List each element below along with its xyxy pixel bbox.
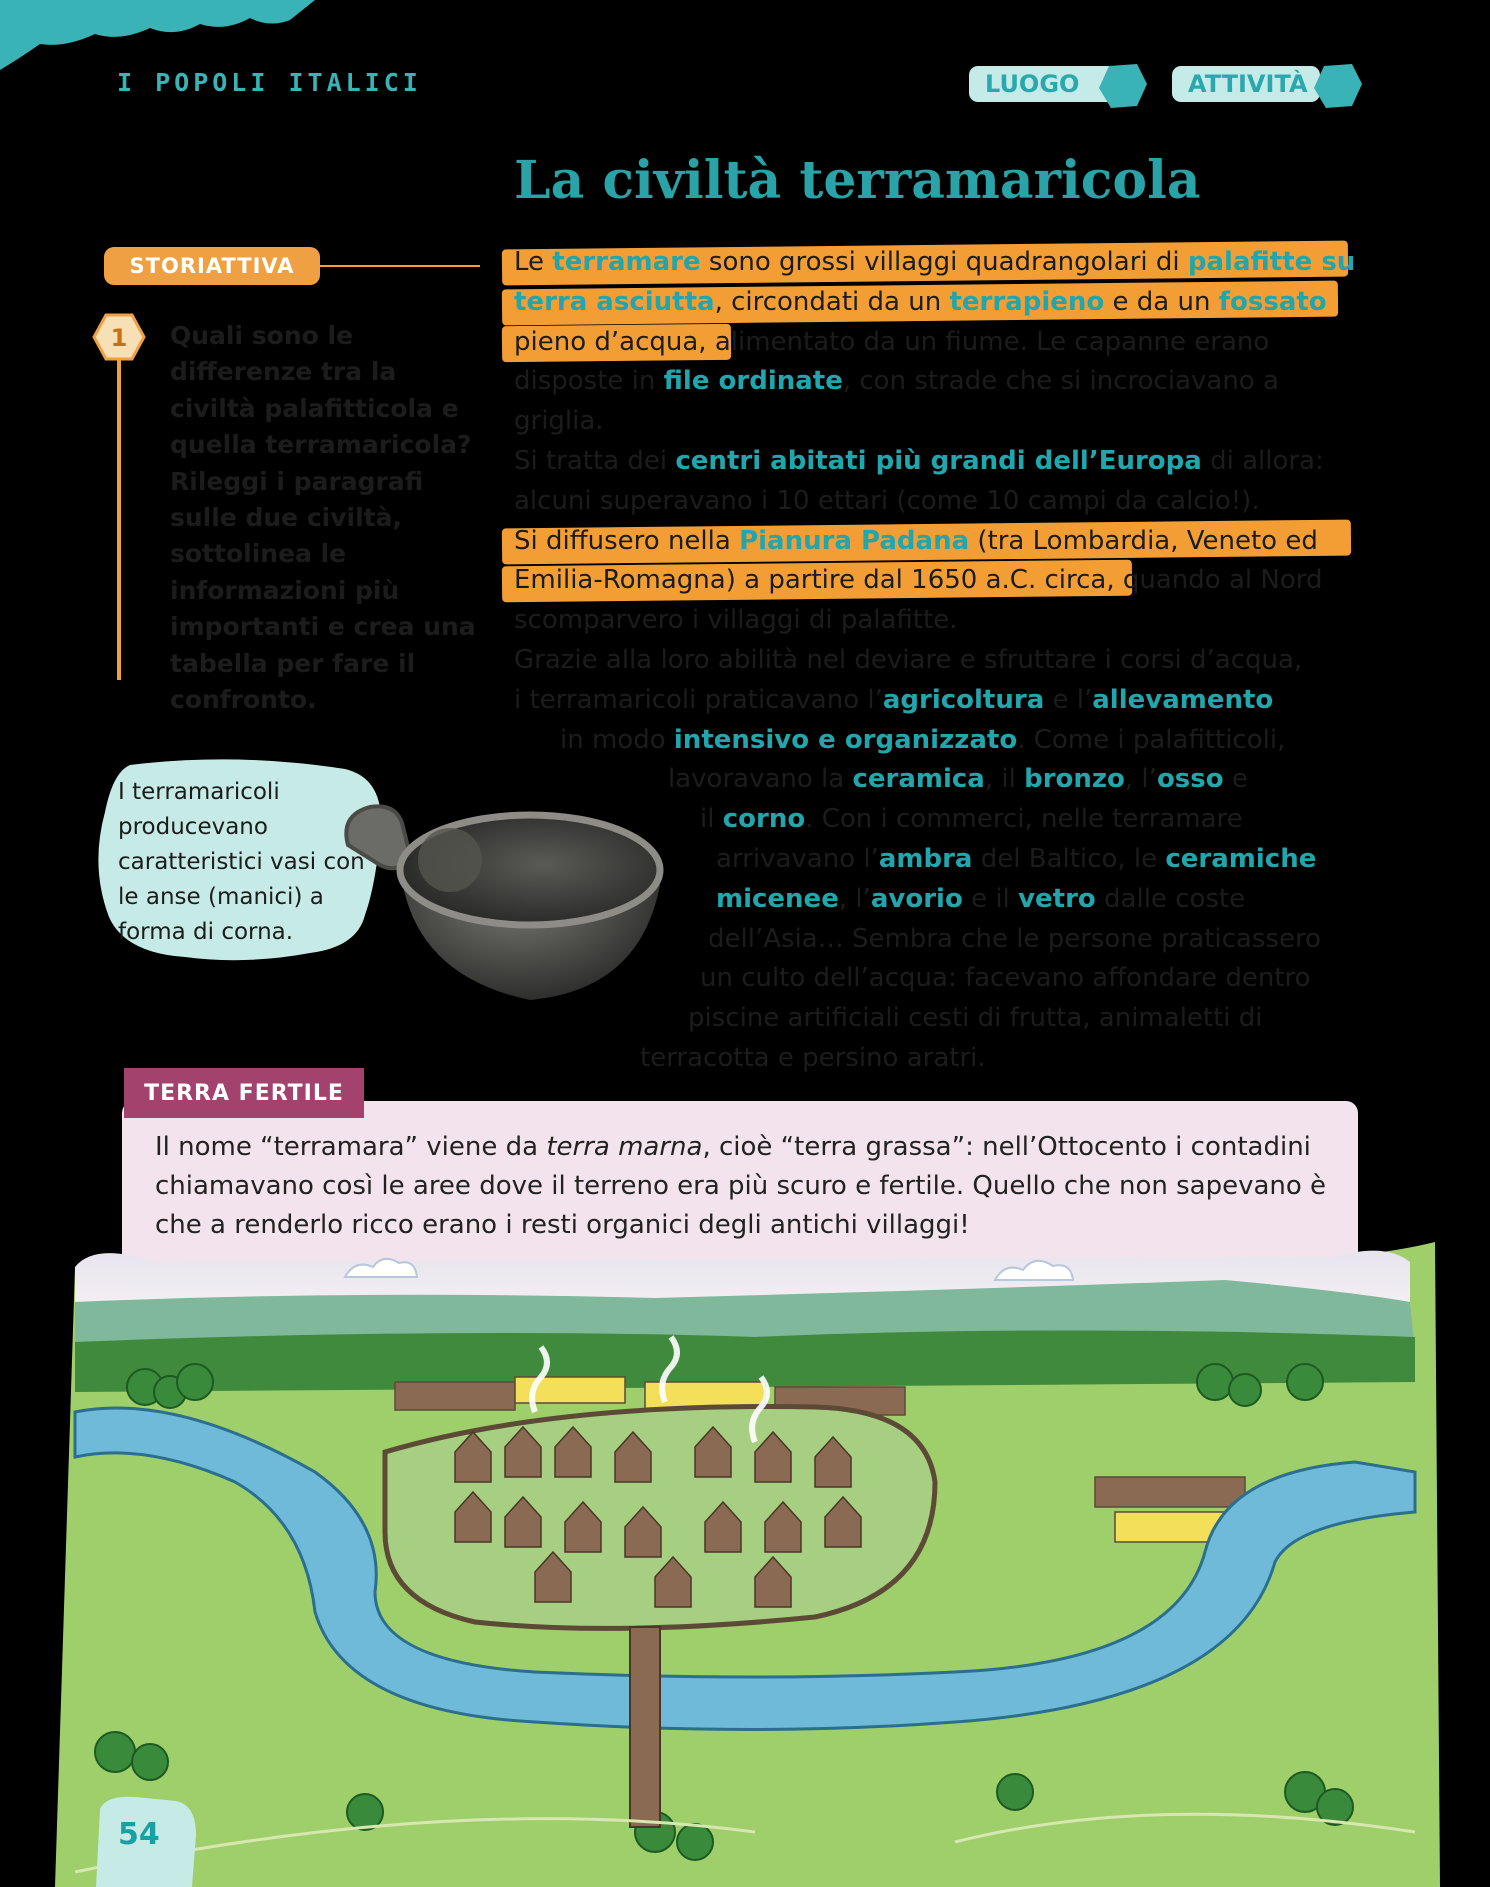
text-span: Il nome “terramara” viene da: [155, 1132, 547, 1162]
body-text-span: alcuni superavano i 10 ettari (come 10 campi da calcio!).: [514, 485, 1260, 516]
italic-term: terra marna: [546, 1132, 703, 1162]
body-text-span: . Come i palafitticoli,: [1017, 724, 1286, 755]
body-text-span: arrivavano l’: [716, 843, 879, 874]
page-title: La civiltà terramaricola: [514, 150, 1201, 211]
body-text-span: Si diffusero nella: [514, 525, 740, 556]
body-line: [514, 442, 1364, 482]
keyword: micenee: [716, 883, 839, 914]
text-span: , cioè “terra grassa”: nell’Ottocento i contadini chiamavano così le aree dove il terreno era più scuro e fertile. Quello che non sapevano è che a renderlo ricco erano i resti organici degli antichi villaggi!: [155, 1132, 1327, 1240]
storiattiva-badge: STORIATTIVA: [104, 247, 320, 285]
keyword: ceramica: [852, 764, 985, 795]
tag-luogo[interactable]: LUOGO: [969, 66, 1119, 102]
keyword: bronzo: [1024, 764, 1125, 795]
body-text-span: dalle coste: [1095, 883, 1246, 914]
body-text-span: piscine artificiali cesti di frutta, animaletti di: [688, 1003, 1263, 1034]
keyword: terramare: [552, 247, 701, 277]
body-text-span: e da un: [1104, 286, 1219, 317]
body-text-span: del Baltico, le: [972, 843, 1166, 874]
body-line: [514, 1039, 1364, 1079]
body-line: [514, 681, 1364, 721]
tag-attivita[interactable]: ATTIVITÀ: [1172, 66, 1320, 102]
body-text-span: Emilia-Romagna) a partire dal 1650 a.C. circa, quando al Nord: [514, 565, 1323, 596]
keyword: fossato: [1218, 286, 1327, 317]
body-line: [514, 243, 1364, 283]
keyword: corno: [722, 804, 806, 835]
page-number: 54: [118, 1817, 160, 1852]
header-wave-decoration: [0, 0, 320, 70]
body-line: [514, 601, 1364, 641]
keyword: file ordinate: [663, 366, 843, 397]
body-text-span: un culto dell’acqua: facevano affondare dentro: [700, 963, 1311, 994]
terra-fertile-text: [155, 1128, 1335, 1245]
body-line: [514, 362, 1364, 402]
divider: [320, 265, 480, 267]
terra-fertile-badge: TERRA FERTILE: [124, 1068, 364, 1118]
body-text-span: , circondati da un: [714, 286, 950, 317]
body-text-span: . Con i commerci, nelle terramare: [805, 804, 1243, 835]
svg-text:1: 1: [110, 324, 128, 352]
activity-line: [117, 330, 121, 680]
body-text-span: il: [700, 804, 723, 835]
body-text-span: i terramaricoli praticavano l’: [514, 684, 883, 715]
body-text-span: e l’: [1044, 684, 1093, 715]
body-text-span: Si tratta dei: [514, 445, 676, 476]
body-line: [514, 522, 1364, 562]
pot-caption: I terramaricoli producevano caratteristici vasi con le anse (manici) a forma di corna.: [118, 779, 365, 945]
keyword: ceramiche: [1165, 843, 1317, 874]
activity-number-badge: [92, 312, 146, 362]
keyword: ambra: [878, 843, 973, 874]
keyword: osso: [1156, 764, 1224, 795]
keyword: intensivo e organizzato: [673, 724, 1018, 755]
body-text-span: (tra Lombardia, Veneto ed: [969, 525, 1318, 556]
body-line: [514, 402, 1364, 442]
body-text-span: , l’: [838, 883, 871, 914]
gem-icon: [1312, 62, 1364, 110]
body-line: [514, 561, 1364, 601]
keyword: terra asciutta: [514, 286, 715, 317]
gem-icon: [1097, 62, 1149, 110]
section-title: I POPOLI ITALICI: [117, 68, 422, 97]
body-text-span: dell’Asia… Sembra che le persone praticassero: [708, 923, 1321, 954]
keyword: terrapieno: [949, 286, 1105, 317]
keyword: palafitte su: [1187, 247, 1356, 277]
body-text-span: scomparvero i villaggi di palafitte.: [514, 605, 958, 636]
keyword: Pianura Padana: [739, 525, 970, 556]
body-line: [514, 482, 1364, 522]
keyword: centri abitati più grandi dell’Europa: [675, 445, 1202, 476]
body-text-span: lavoravano la: [668, 764, 853, 795]
body-text-span: in modo: [560, 724, 674, 755]
body-text-span: di allora:: [1201, 445, 1324, 476]
body-text-span: sono grossi villaggi quadrangolari di: [700, 247, 1188, 277]
body-text-span: Grazie alla loro abilità nel deviare e sfruttare i corsi d’acqua,: [514, 644, 1303, 675]
terramare-village-illustration: [55, 1232, 1440, 1887]
terramare-pot-image: [340, 745, 675, 1010]
body-text-span: , il: [984, 764, 1025, 795]
body-text-span: , l’: [1124, 764, 1157, 795]
body-text-span: e: [1223, 764, 1248, 795]
body-text-span: griglia.: [514, 406, 604, 437]
body-text-span: , con strade che si incrociavano a: [842, 366, 1279, 397]
keyword: vetro: [1018, 883, 1096, 914]
keyword: allevamento: [1092, 684, 1274, 715]
body-text-span: Le: [514, 247, 553, 277]
keyword: avorio: [870, 883, 963, 914]
keyword: agricoltura: [882, 684, 1045, 715]
body-text-span: pieno d’acqua, alimentato da un fiume. Le capanne erano: [514, 326, 1270, 357]
body-text-span: e il: [962, 883, 1019, 914]
body-line: [514, 641, 1364, 681]
body-text-span: terracotta e persino aratri.: [640, 1042, 986, 1073]
body-text-span: disposte in: [514, 366, 664, 397]
activity-question: Quali sono le differenze tra la civiltà palafitticola e quella terramaricola? Rileggi i paragrafi sulle due civiltà, sottolinea le informazioni più importanti e crea una tabella per fare il confronto.: [170, 321, 476, 715]
body-line: [514, 323, 1364, 363]
body-line: [514, 283, 1364, 323]
